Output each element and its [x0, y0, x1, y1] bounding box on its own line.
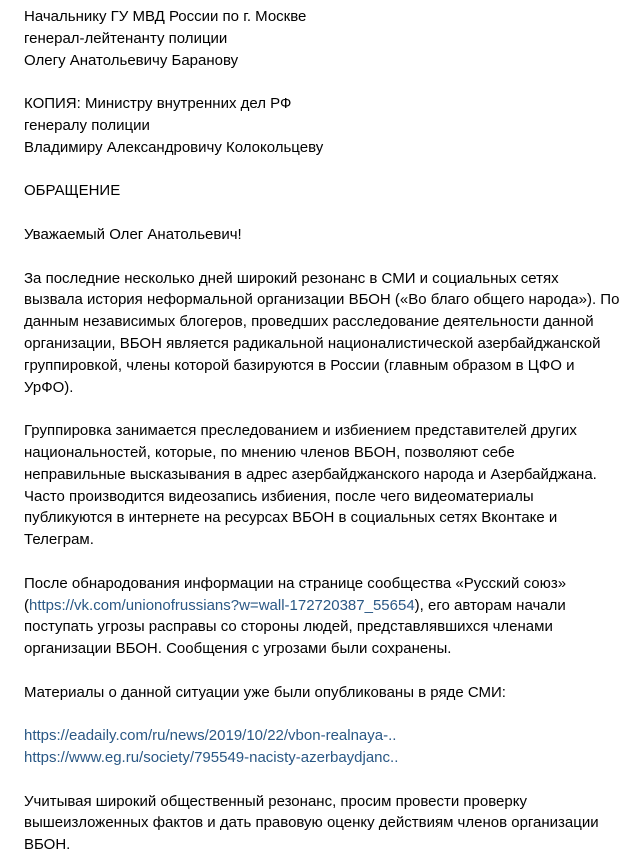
- text-line: За последние несколько дней широкий резонанс в СМИ и социальных сетях: [24, 269, 559, 287]
- text-segment: ), его авторам начали: [414, 596, 566, 614]
- eadaily-link[interactable]: https://eadaily.com/ru/news/2019/10/22/vbon-realnaya-..: [24, 727, 397, 745]
- text-line: генералу полиции: [24, 116, 150, 134]
- paragraph-1: [24, 268, 642, 399]
- text-line: Начальнику ГУ МВД России по г. Москве: [24, 8, 307, 25]
- text-line: группировкой, члены которой базируются в России (главным образом в ЦФО и: [24, 356, 575, 374]
- text-line: ВБОН.: [24, 836, 71, 854]
- text-line: [24, 595, 642, 617]
- text-line: публикуются в интернете на ресурсах ВБОН в социальных сетях Вконтаке и: [24, 509, 558, 527]
- text-line: Учитывая широкий общественный резонанс, просим провести проверку: [24, 792, 527, 810]
- text-line: организации, ВБОН является радикальной националистической азербайджанской: [24, 334, 601, 352]
- text-line: генерал-лейтенанту полиции: [24, 29, 228, 47]
- closing-paragraph: [24, 791, 642, 856]
- paragraph-3: [24, 573, 642, 660]
- text-line: УрФО).: [24, 378, 74, 396]
- text-line: Олегу Анатольевичу Баранову: [24, 51, 239, 69]
- vk-post-link[interactable]: https://vk.com/unionofrussians?w=wall-172720387_55654: [29, 596, 415, 614]
- text-line: неправильные высказывания в адрес азербайджанского народа и Азербайджана.: [24, 465, 597, 483]
- media-links: [24, 725, 642, 769]
- text-line: организации ВБОН. Сообщения с угрозами были сохранены.: [24, 640, 452, 658]
- text-line: Часто производится видеозапись избиения, после чего видеоматериалы: [24, 487, 534, 505]
- text-line: КОПИЯ: Министру внутренних дел РФ: [24, 95, 292, 113]
- paren: (: [24, 596, 29, 614]
- copy-block: [24, 93, 642, 158]
- greeting: Уважаемый Олег Анатольевич!: [24, 225, 242, 243]
- text-line: поступать угрозы расправы со стороны людей, представлявшихся членами: [24, 618, 553, 636]
- text-line: вызвала история неформальной организации ВБОН («Во благо общего народа»). По: [24, 291, 620, 309]
- text-line: данным независимых блогеров, проведших расследование деятельности данной: [24, 313, 594, 331]
- text-line: После обнародования информации на странице сообщества «Русский союз»: [24, 574, 567, 592]
- text-line: национальностей, которые, по мнению членов ВБОН, позволяют себе: [24, 443, 515, 461]
- text-line: Владимиру Александровичу Колокольцеву: [24, 138, 324, 156]
- media-intro: Материалы о данной ситуации уже были опубликованы в ряде СМИ:: [24, 683, 506, 701]
- text-line: Телеграм.: [24, 531, 94, 549]
- text-line: Группировка занимается преследованием и избиением представителей других: [24, 422, 577, 440]
- paragraph-2: [24, 420, 642, 551]
- text-line: вышеизложенных фактов и дать правовую оценку действиям членов организации: [24, 814, 599, 832]
- heading: ОБРАЩЕНИЕ: [24, 182, 121, 200]
- eg-link[interactable]: https://www.eg.ru/society/795549-nacisty-azerbaydjanc..: [24, 749, 399, 767]
- addressee-block: [24, 6, 642, 71]
